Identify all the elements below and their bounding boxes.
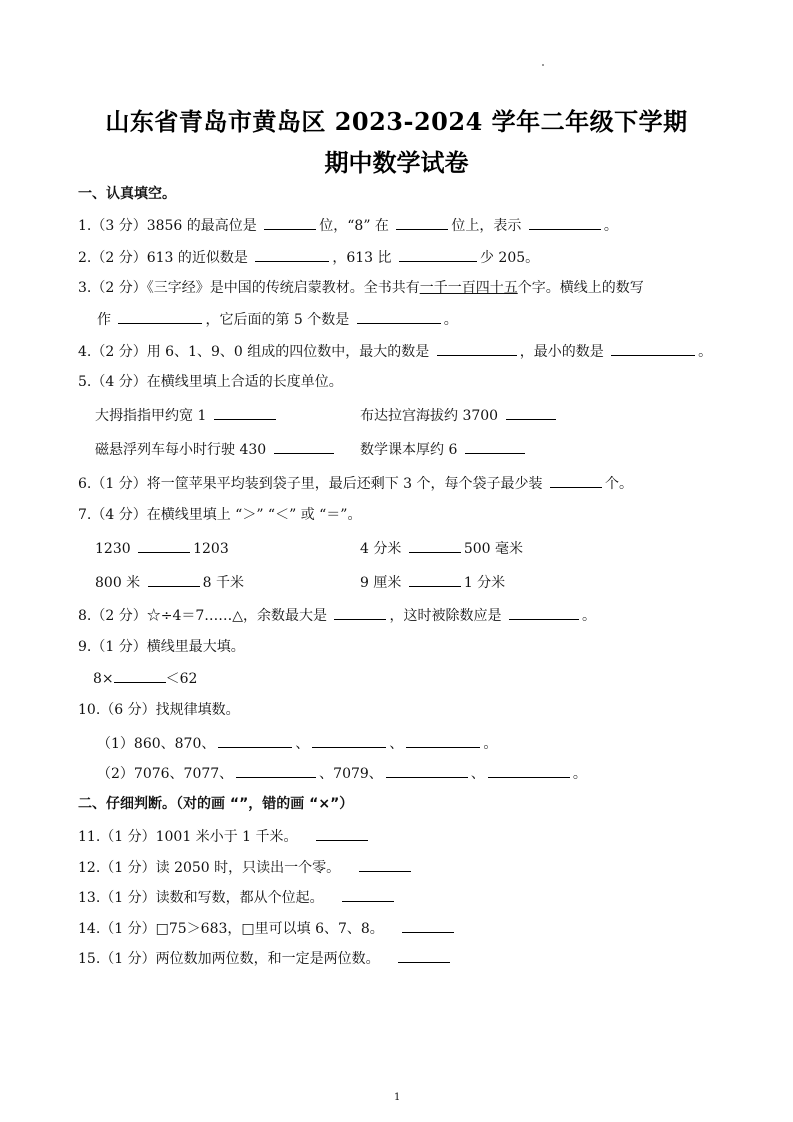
answer-blank[interactable] [118, 309, 202, 324]
q6-text: 6.（1 分）将一筐苹果平均装到袋子里，最后还剩下 3 个，每个袋子最少装 [78, 476, 543, 492]
exam-title: 山东省青岛市黄岛区 2023-2024 学年二年级下学期 [105, 107, 688, 136]
scan-artifact-dot [542, 64, 544, 66]
q2-text: ，613 比 [332, 250, 392, 266]
answer-blank[interactable] [274, 439, 334, 454]
q5-item [360, 405, 559, 426]
question-7: 7.（4 分）在横线里填上 “＞” “＜” 或 “＝”。 [78, 507, 362, 523]
q7-item [95, 572, 244, 593]
answer-blank[interactable] [218, 733, 292, 748]
page-number: 1 [394, 1092, 401, 1103]
answer-blank[interactable] [398, 948, 450, 963]
question-10: 10.（6 分）找规律填数。 [78, 702, 240, 718]
q3-text: 3.（2 分）《三字经》是中国的传统启蒙教材。全书共有 [78, 280, 420, 296]
q3-text: 作 [97, 312, 111, 328]
q5-item-text: 数学课本厚约 6 [360, 442, 458, 458]
q9-text: 8× [93, 671, 114, 687]
section-1-heading: 一、认真填空。 [78, 186, 176, 202]
answer-blank[interactable] [506, 405, 556, 420]
question-1 [78, 215, 618, 236]
question-9: 9.（1 分）横线里最大填。 [78, 639, 245, 655]
question-12 [78, 857, 414, 878]
q10-sub2 [97, 763, 587, 784]
q5-item [95, 405, 279, 426]
answer-blank[interactable] [409, 538, 461, 553]
question-4 [78, 341, 712, 362]
q7-right: 8 千米 [202, 575, 244, 591]
q10-text: （2）7076、7077、 [97, 766, 234, 782]
answer-blank[interactable] [342, 887, 394, 902]
q4-text: ，最小的数是 [519, 344, 604, 360]
question-5: 5.（4 分）在横线里填上合适的长度单位。 [78, 374, 343, 390]
answer-blank[interactable] [386, 763, 468, 778]
section-2-heading: 二、仔细判断。（对的画 “”，错的画 “×”） [78, 796, 354, 812]
answer-blank[interactable] [399, 247, 477, 262]
q5-item-text: 大拇指指甲约宽 1 [95, 408, 207, 424]
q3-text: ，它后面的第 5 个数是 [205, 312, 350, 328]
q3-underlined-number: 一千一百四十五 [419, 280, 518, 296]
answer-blank[interactable] [488, 763, 570, 778]
answer-blank[interactable] [255, 247, 329, 262]
q5-item [95, 439, 337, 460]
question-2 [78, 247, 539, 268]
answer-blank[interactable] [316, 826, 368, 841]
q10-text: 、7079、 [319, 766, 383, 782]
answer-blank[interactable] [334, 605, 386, 620]
question-11 [78, 826, 371, 847]
question-14 [78, 918, 457, 939]
answer-blank[interactable] [357, 309, 441, 324]
q1-text: 位上，表示 [451, 218, 522, 234]
answer-blank[interactable] [396, 215, 448, 230]
q7-left: 800 米 [95, 575, 141, 591]
q10-text: 。 [483, 736, 498, 752]
answer-blank[interactable] [465, 439, 525, 454]
answer-blank[interactable] [312, 733, 386, 748]
answer-blank[interactable] [236, 763, 316, 778]
q7-left: 4 分米 [360, 541, 402, 557]
q10-sub1 [97, 733, 497, 754]
q9-text: ＜62 [165, 671, 198, 687]
judge-question-text: 14.（1 分）□75＞683，□里可以填 6、7、8。 [78, 921, 384, 937]
q10-text: 。 [572, 766, 587, 782]
q7-left: 9 厘米 [360, 575, 402, 591]
answer-blank[interactable] [264, 215, 316, 230]
q10-text: 、 [389, 736, 404, 752]
answer-blank[interactable] [406, 733, 480, 748]
q10-text: 、 [470, 766, 485, 782]
judge-question-text: 12.（1 分）读 2050 时，只读出一个零。 [78, 860, 341, 876]
question-8 [78, 605, 596, 626]
q10-text: 、 [295, 736, 310, 752]
q5-item-text: 布达拉宫海拔约 3700 [360, 408, 499, 424]
q7-right: 1203 [193, 541, 229, 557]
q8-text: ，这时被除数应是 [389, 608, 502, 624]
answer-blank[interactable] [509, 605, 579, 620]
answer-blank[interactable] [148, 572, 200, 587]
question-3 [78, 278, 644, 298]
answer-blank[interactable] [359, 857, 411, 872]
question-15 [78, 948, 453, 969]
answer-blank[interactable] [114, 668, 166, 683]
q4-text: 4.（2 分）用 6、1、9、0 组成的四位数中，最大的数是 [78, 344, 430, 360]
exam-subtitle: 期中数学试卷 [324, 148, 469, 177]
q3-text: 。 [443, 312, 458, 328]
q2-text: 2.（2 分）613 的近似数是 [78, 250, 248, 266]
q7-item [95, 538, 229, 559]
answer-blank[interactable] [138, 538, 190, 553]
q6-text: 个。 [604, 476, 633, 492]
judge-question-text: 15.（1 分）两位数加两位数，和一定是两位数。 [78, 951, 380, 967]
question-6 [78, 473, 633, 494]
judge-question-text: 11.（1 分）1001 米小于 1 千米。 [78, 829, 298, 845]
q1-text: 1.（3 分）3856 的最高位是 [78, 218, 257, 234]
q3-text: 个字。横线上的数写 [517, 280, 644, 296]
answer-blank[interactable] [402, 918, 454, 933]
q7-left: 1230 [95, 541, 131, 557]
question-3-cont [97, 309, 458, 330]
q5-item-text: 磁悬浮列车每小时行驶 430 [95, 442, 267, 458]
q8-text: 。 [581, 608, 596, 624]
answer-blank[interactable] [529, 215, 601, 230]
answer-blank[interactable] [611, 341, 695, 356]
question-13 [78, 887, 397, 908]
q7-item [360, 572, 505, 593]
q7-right: 500 毫米 [463, 541, 523, 557]
q4-text: 。 [698, 344, 713, 360]
q10-text: （1）860、870、 [97, 736, 216, 752]
answer-blank[interactable] [214, 405, 276, 420]
q7-item [360, 538, 523, 559]
q1-text: 位，“8” 在 [319, 218, 389, 234]
answer-blank[interactable] [437, 341, 517, 356]
answer-blank[interactable] [550, 473, 602, 488]
q9-expression [93, 668, 197, 689]
q1-text: 。 [603, 218, 618, 234]
answer-blank[interactable] [409, 572, 461, 587]
judge-question-text: 13.（1 分）读数和写数，都从个位起。 [78, 890, 324, 906]
q7-right: 1 分米 [463, 575, 506, 591]
q2-text: 少 205。 [479, 250, 540, 266]
q8-text: 8.（2 分）☆÷4＝7……△，余数最大是 [78, 608, 328, 624]
q5-item [360, 439, 528, 460]
